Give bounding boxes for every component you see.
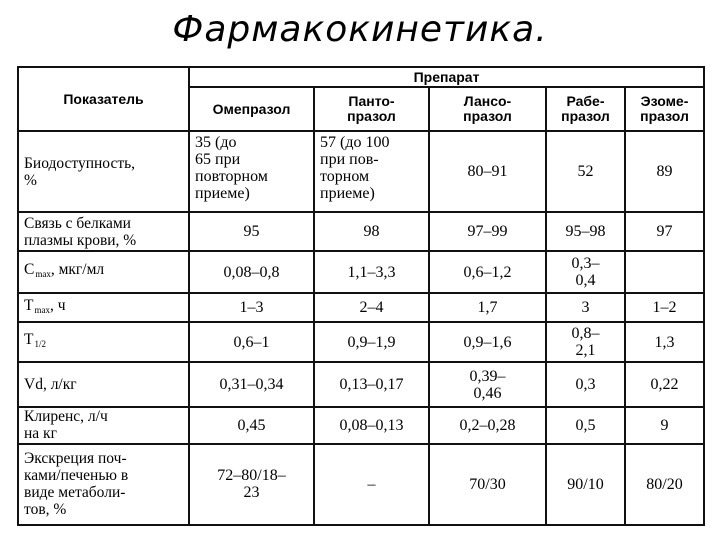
value-cell: 1,1–3,3	[314, 251, 429, 294]
value-cell: –	[314, 444, 429, 525]
table-row	[18, 407, 704, 444]
value-cell: 0,5	[546, 407, 625, 444]
value-cell: 35 (до 65 при повторном приеме)	[189, 131, 314, 212]
param-cell: $C_{max}$, мкг/мл	[18, 251, 189, 294]
value-cell: 95–98	[546, 212, 625, 251]
value-cell: 57 (до 100 при пов- торном приеме)	[314, 131, 429, 212]
value-cell: 0,2–0,28	[429, 407, 546, 444]
value-cell: 52	[546, 131, 625, 212]
value-cell: 0,3	[546, 362, 625, 407]
table-row	[18, 293, 704, 321]
value-cell: 95	[189, 212, 314, 251]
table-row	[18, 251, 704, 294]
table-row	[18, 362, 704, 407]
param-cell: Экскреция поч- ками/печенью в виде метаболи- тов, %	[18, 444, 189, 525]
header-row-group	[18, 67, 704, 87]
drug-header: Эзоме- празол	[625, 87, 704, 131]
value-cell: 98	[314, 212, 429, 251]
value-cell: 0,31–0,34	[189, 362, 314, 407]
value-cell: 90/10	[546, 444, 625, 525]
param-subscript: max	[34, 304, 50, 315]
pharmacokinetics-table	[17, 66, 705, 526]
param-cell: $T_{1/2}$	[18, 322, 189, 363]
value-cell: 3	[546, 293, 625, 321]
value-cell: 2–4	[314, 293, 429, 321]
value-cell: 0,08–0,13	[314, 407, 429, 444]
param-cell: Клиренс, л/ч на кг	[18, 407, 189, 444]
value-cell: 0,9–1,6	[429, 322, 546, 363]
page-title: Фармакокинетика.	[172, 9, 548, 50]
value-cell: 0,3– 0,4	[546, 251, 625, 294]
param-cell: $T_{max}$, ч	[18, 293, 189, 321]
value-cell: 97	[625, 212, 704, 251]
drug-header: Омепразол	[189, 87, 314, 131]
value-cell: 89	[625, 131, 704, 212]
value-cell: 1,7	[429, 293, 546, 321]
value-cell: 0,9–1,9	[314, 322, 429, 363]
param-subscript: 1/2	[34, 339, 46, 350]
value-cell: 80/20	[625, 444, 704, 525]
value-cell: 1,3	[625, 322, 704, 363]
value-cell: 97–99	[429, 212, 546, 251]
param-cell: Связь с белками плазмы крови, %	[18, 212, 189, 251]
value-cell: 0,22	[625, 362, 704, 407]
table-row	[18, 322, 704, 363]
table-row	[18, 131, 704, 212]
table-body	[18, 131, 704, 525]
value-cell: 0,45	[189, 407, 314, 444]
value-cell: 0,39– 0,46	[429, 362, 546, 407]
value-cell: 80–91	[429, 131, 546, 212]
param-header: Показатель	[18, 67, 189, 131]
value-cell	[625, 251, 704, 294]
value-cell: 1–3	[189, 293, 314, 321]
table-row	[18, 212, 704, 251]
drug-group-header: Препарат	[189, 67, 704, 87]
param-subscript: max	[35, 269, 51, 280]
value-cell: 0,8– 2,1	[546, 322, 625, 363]
param-cell: Vd, л/кг	[18, 362, 189, 407]
value-cell: 0,6–1	[189, 322, 314, 363]
value-cell: 70/30	[429, 444, 546, 525]
param-cell: Биодоступность, %	[18, 131, 189, 212]
value-cell: 0,6–1,2	[429, 251, 546, 294]
value-cell: 1–2	[625, 293, 704, 321]
value-cell: 0,08–0,8	[189, 251, 314, 294]
value-cell: 72–80/18– 23	[189, 444, 314, 525]
drug-header: Лансо- празол	[429, 87, 546, 131]
drug-header: Рабе- празол	[546, 87, 625, 131]
value-cell: 0,13–0,17	[314, 362, 429, 407]
drug-header: Панто- празол	[314, 87, 429, 131]
table-row	[18, 444, 704, 525]
value-cell: 9	[625, 407, 704, 444]
